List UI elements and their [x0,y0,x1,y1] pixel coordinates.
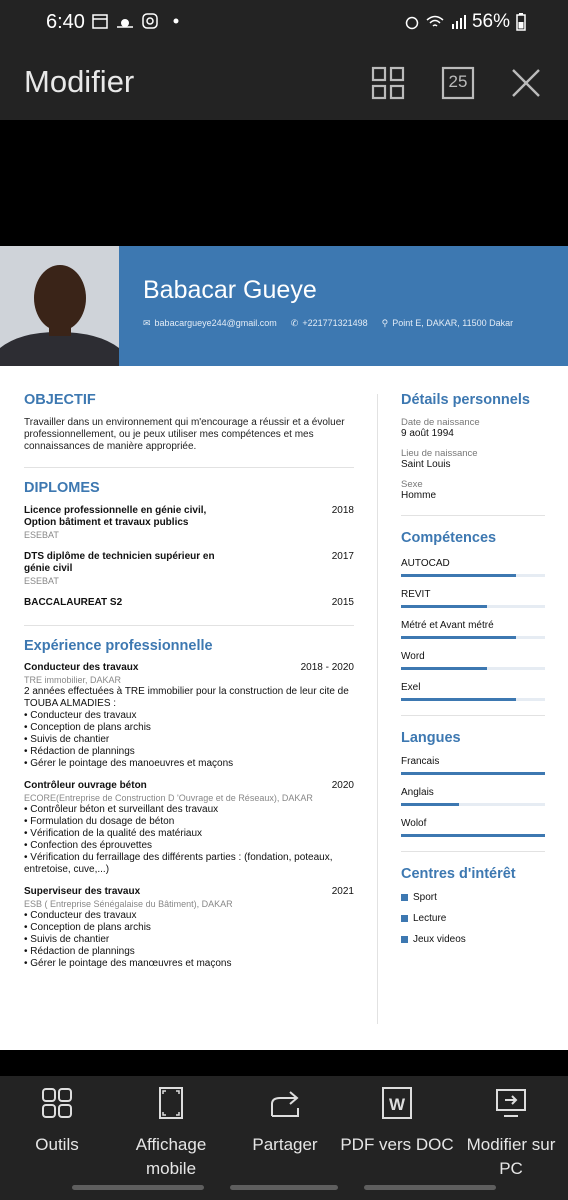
detail-label: Lieu de naissance [401,448,478,459]
nav-gesture-bar [364,1185,496,1190]
experience-line: • Gérer le pointage des manœuvres et maçons [24,958,232,969]
person-photo-icon [0,246,119,366]
language-bar-fill [401,834,545,837]
experience-line: • Vérification de la qualité des matériaux [24,828,203,839]
edit-on-pc-button[interactable] [454,1086,568,1181]
cv-contact [143,318,513,329]
pdf-to-doc-label: PDF vers DOC [340,1135,454,1154]
skill-bar-fill [401,667,487,670]
language-bar [401,834,545,837]
experience-line: • Conducteur des travaux [24,710,137,721]
edit-on-pc-label: Modifier sur PC [466,1135,556,1178]
alarm-icon [404,14,420,30]
experience-line: • Suivis de chantier [24,734,110,745]
competences-list [401,558,545,701]
language-bar [401,772,545,775]
experience-role: Superviseur des travaux [24,886,141,897]
experience-line: • Formulation du dosage de béton [24,816,175,827]
square-bullet-icon [401,894,408,901]
detail-value: 9 août 1994 [401,428,454,439]
skill-bar [401,698,545,701]
diplome-name: DTS diplôme de technicien supérieur en génie civil [24,551,215,574]
skill-bar-fill [401,574,516,577]
experience-year: 2018 - 2020 [300,662,354,673]
skill-item [401,620,545,639]
experience-line: • Conception de plans archis [24,722,151,733]
skill-name: Exel [401,682,421,693]
diplome-item [24,505,354,541]
diplome-year: 2018 [331,505,354,516]
skill-bar-fill [401,698,516,701]
skill-name: AUTOCAD [401,558,450,569]
experience-line: • Rédaction de plannings [24,946,135,957]
tools-label: Outils [35,1135,79,1154]
skill-name: REVIT [401,589,431,600]
langues-list [401,756,545,837]
page-title: Modifier [24,64,135,99]
experience-company: ESB ( Entreprise Sénégalaise du Bâtiment), DAKAR [24,899,233,909]
bottom-toolbar [0,1076,568,1200]
detail-label: Date de naissance [401,417,480,428]
divider [401,715,545,716]
experience-year: 2021 [331,886,354,897]
wifi-icon [426,14,444,30]
interest-item [401,934,545,945]
experience-line: • Gérer le pointage des manoeuvres et maçons [24,758,234,769]
nav-gesture-bar [72,1185,204,1190]
skill-item [401,682,545,701]
divider [401,851,545,852]
cv-address: Point E, DAKAR, 11500 Dakar [392,318,514,328]
tools-icon [40,1086,74,1120]
skill-bar [401,605,545,608]
right-column [401,392,545,945]
diplome-name: Licence professionnelle en génie civil, Option bâtiment et travaux publics [24,505,207,528]
experience-line: • Rédaction de plannings [24,746,135,757]
dot-icon [166,13,182,29]
page-count-button[interactable] [441,66,475,100]
status-notification-icons [92,13,182,29]
diplomes-title: DIPLOMES [24,480,100,496]
pc-edit-icon [494,1086,528,1120]
cv-email: babacargueye244@gmail.com [154,318,277,328]
diplome-item [24,597,354,609]
language-name: Anglais [401,787,434,798]
status-time: 6:40 [46,11,85,33]
skill-bar-fill [401,605,487,608]
experience-line: • Contrôleur béton et surveillant des travaux [24,804,219,815]
mobile-view-icon [154,1086,188,1120]
interest-label: Sport [413,892,437,903]
language-item [401,787,545,806]
interest-item [401,892,545,903]
experience-line: • Conception de plans archis [24,922,151,933]
skill-name: Métré et Avant métré [401,620,494,631]
experience-line: • Confection des éprouvettes [24,840,153,851]
langues-title: Langues [401,730,461,746]
diplome-year: 2017 [331,551,354,562]
experience-item [24,886,354,970]
diplome-school: ESEBAT [24,576,59,586]
language-name: Francais [401,756,440,767]
location-icon: ⚲ [381,318,389,328]
experience-list [24,662,354,970]
experience-item [24,780,354,876]
grid-icon[interactable] [371,66,405,100]
email-icon: ✉ [143,318,151,328]
diplome-year: 2015 [331,597,354,608]
calendar-notification-icon [92,13,108,29]
page-count: 25 [448,72,468,91]
cv-phone-item [291,318,368,329]
mobile-view-button[interactable] [114,1086,228,1181]
profile-photo [0,246,119,366]
phone-icon: ✆ [290,318,299,328]
experience-title: Expérience professionnelle [24,638,213,654]
square-bullet-icon [401,915,408,922]
details-title: Détails personnels [401,392,530,408]
tools-button[interactable] [0,1086,114,1157]
app-bar [0,46,568,120]
nav-gesture-bar [230,1185,338,1190]
cv-phone: +221771321498 [302,318,368,328]
svg-text:W: W [388,1095,406,1114]
skill-bar-fill [401,636,516,639]
signal-icon [450,14,466,30]
battery-icon [516,13,526,31]
divider [24,625,354,626]
experience-company: TRE immobilier, DAKAR [24,675,122,685]
experience-year: 2020 [331,780,354,791]
interets-list [401,892,545,945]
skill-name: Word [401,651,425,662]
mobile-view-label: Affichage mobile [135,1135,207,1178]
cv-document[interactable] [0,246,568,1050]
divider [401,515,545,516]
language-bar [401,803,545,806]
skill-bar [401,636,545,639]
cv-address-item [382,318,514,329]
experience-item [24,662,354,770]
share-button[interactable] [228,1086,342,1157]
experience-role: Contrôleur ouvrage béton [24,780,147,791]
column-divider [377,394,378,1024]
diplome-item [24,551,354,587]
close-icon[interactable] [509,66,543,100]
detail-value: Saint Louis [401,459,451,470]
objectif-title: OBJECTIF [24,392,96,408]
diplome-name: BACCALAUREAT S2 [24,597,123,608]
diplome-school: ESEBAT [24,530,59,540]
instagram-icon [142,13,158,29]
divider [24,467,354,468]
detail-value: Homme [401,490,437,501]
interets-title: Centres d'intérêt [401,866,516,882]
word-doc-icon [380,1086,414,1120]
cv-header [119,246,568,366]
skill-item [401,651,545,670]
status-right [404,11,526,33]
objectif-text: Travailler dans un environnement qui m'encourage a réussir et a évoluer professionnellement, ou je peux utiliser mes compétences et mes connaissances de manière appropriée. [24,417,345,452]
language-item [401,756,545,775]
pdf-to-doc-button[interactable] [340,1086,454,1157]
experience-role: Conducteur des travaux [24,662,139,673]
share-icon [268,1086,302,1120]
interest-label: Jeux videos [413,934,466,945]
experience-line: • Suivis de chantier [24,934,110,945]
weather-icon [116,13,134,29]
competences-title: Compétences [401,530,497,546]
language-item [401,818,545,837]
language-name: Wolof [401,818,427,829]
cv-name: Babacar Gueye [143,276,317,304]
language-bar-fill [401,803,459,806]
interest-label: Lecture [413,913,447,924]
status-bar [0,0,568,46]
detail-label: Sexe [401,479,423,490]
experience-line: • Vérification du ferraillage des différents parties : (fondation, poteaux, entretoise, cuve,...) [24,852,333,875]
details-list [401,417,545,501]
experience-company: ECORE(Entreprise de Construction D 'Ouvrage et de Réseaux), DAKAR [24,793,313,803]
skill-item [401,589,545,608]
language-bar-fill [401,772,545,775]
diplomes-list [24,505,354,609]
skill-bar [401,574,545,577]
skill-item [401,558,545,577]
battery-percent: 56% [471,11,510,32]
interest-item [401,913,545,924]
skill-bar [401,667,545,670]
square-bullet-icon [401,936,408,943]
left-column [24,392,354,970]
experience-line: • Conducteur des travaux [24,910,137,921]
share-label: Partager [252,1135,318,1154]
experience-line: 2 années effectuées à TRE immobilier pour la construction de leur cite de TOUBA ALMADIES : [24,686,349,709]
cv-email-item [143,318,277,329]
